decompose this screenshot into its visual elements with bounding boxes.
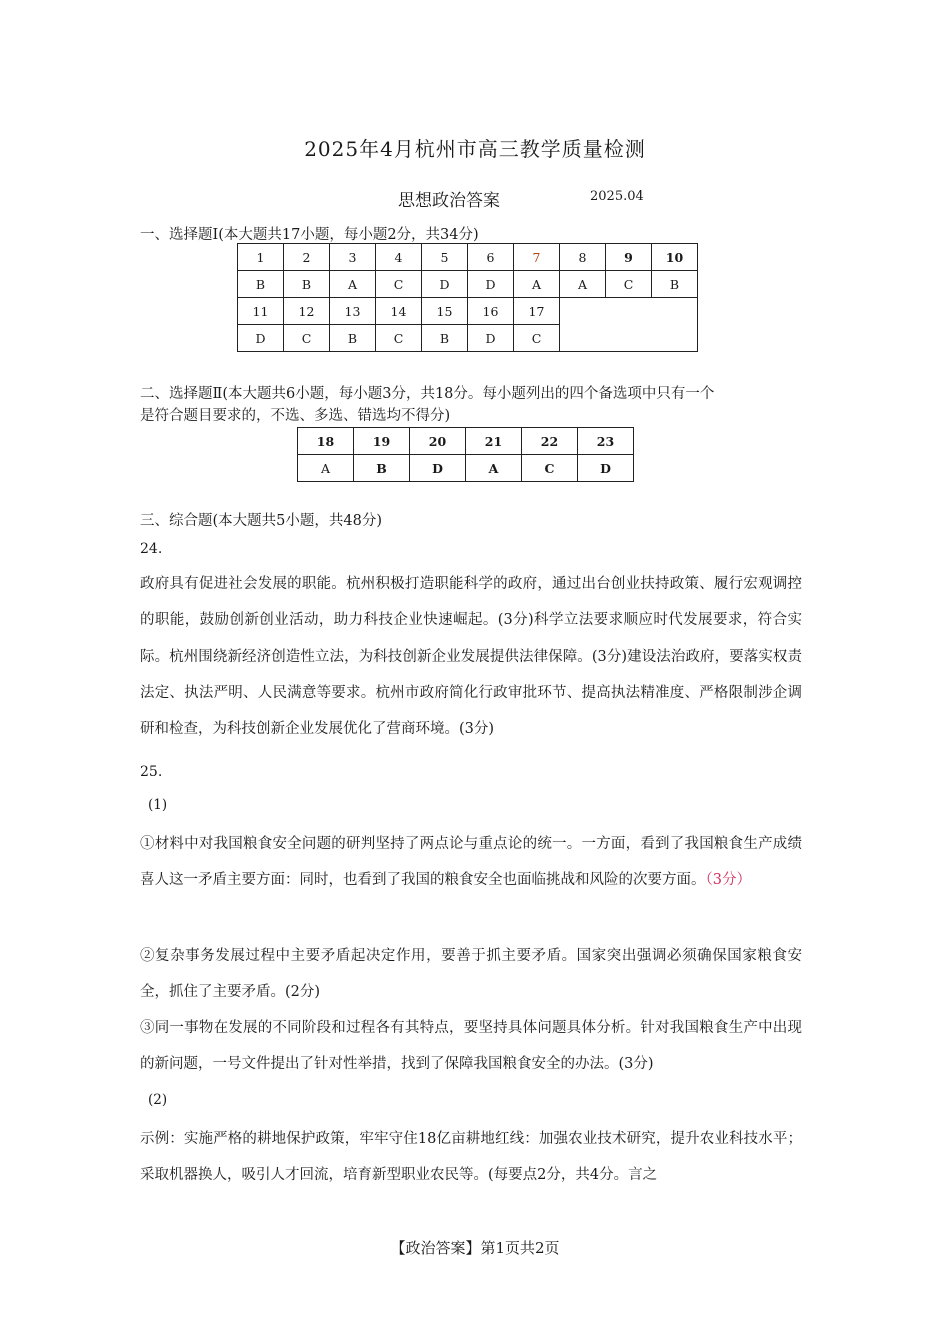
answer-cell: C [376, 271, 422, 298]
question-25-number: 25. [140, 764, 163, 780]
question-25-point1 [140, 826, 802, 899]
table-row [238, 271, 698, 298]
question-number: 10 [652, 244, 698, 271]
table-row [298, 428, 634, 455]
question-number: 14 [376, 298, 422, 325]
question-number: 19 [354, 428, 410, 455]
section2-heading-line2: 是符合题目要求的，不选、多选、错选均不得分) [140, 408, 451, 424]
answer-cell: B [238, 271, 284, 298]
answer-cell: C [284, 325, 330, 352]
question-number: 16 [468, 298, 514, 325]
question-number: 17 [514, 298, 560, 325]
question-number: 23 [578, 428, 634, 455]
exam-date: 2025.04 [590, 189, 644, 204]
question-number: 9 [606, 244, 652, 271]
answer-cell: A [466, 455, 522, 482]
question-number: 7 [514, 244, 560, 271]
question-24-answer: 政府具有促进社会发展的职能。杭州积极打造职能科学的政府，通过出台创业扶持政策、履行宏观调控的职能，鼓励创新创业活动，助力科技企业快速崛起。(3分)科学立法要求顺应时代发展要求，符合实际。杭州围绕新经济创造性立法，为科技创新企业发展提供法律保障。(3分)建设法治政府，要落实权责法定、执法严明、人民满意等要求。杭州市政府简化行政审批环节、提高执法精准度、严格限制涉企调研和检查，为科技创新企业发展优化了营商环境。(3分) [140, 576, 802, 738]
question-number: 18 [298, 428, 354, 455]
answer-cell: B [652, 271, 698, 298]
answer-cell: B [284, 271, 330, 298]
question-25-part1-label: (1) [148, 797, 168, 813]
question-25-part2-label: (2) [148, 1092, 168, 1108]
page-footer: 【政治答案】第1页共2页 [390, 1239, 560, 1257]
empty-cell [560, 298, 698, 352]
point1-score: （3分） [705, 872, 751, 889]
answer-cell: A [514, 271, 560, 298]
answer-cell: D [468, 271, 514, 298]
answer-cell: D [410, 455, 466, 482]
section3-heading: 三、综合题(本大题共5小题，共48分) [140, 513, 382, 529]
question-number: 6 [468, 244, 514, 271]
answer-cell: C [376, 325, 422, 352]
section1-heading: 一、选择题I(本大题共17小题，每小题2分，共34分) [140, 227, 479, 243]
table-row [238, 244, 698, 271]
answer-cell: C [514, 325, 560, 352]
answer-cell: A [298, 455, 354, 482]
question-25-part2-answer: 示例：实施严格的耕地保护政策，牢牢守住18亿亩耕地红线：加强农业技术研究，提升农业科技水平；采取机器换人，吸引人才回流，培育新型职业农民等。(每要点2分，共4分。言之 [140, 1131, 802, 1184]
answer-cell: B [330, 325, 376, 352]
answer-cell: D [422, 271, 468, 298]
answer-cell: C [606, 271, 652, 298]
question-25-point3: ③同一事物在发展的不同阶段和过程各有其特点，要坚持具体问题具体分析。针对我国粮食生产中出现的新问题，一号文件提出了针对性举措，找到了保障我国粮食安全的办法。(3分) [140, 1020, 802, 1073]
subject-title: 思想政治答案 [398, 191, 500, 211]
point1-text: ①材料中对我国粮食安全问题的研判坚持了两点论与重点论的统一。一方面，看到了我国粮食生产成绩喜人这一矛盾主要方面：同时，也看到了我国的粮食安全也面临挑战和风险的次要方面。 [140, 836, 802, 889]
answer-cell: C [522, 455, 578, 482]
answer-cell: D [468, 325, 514, 352]
question-number: 20 [410, 428, 466, 455]
answer-cell: B [422, 325, 468, 352]
question-24-number: 24. [140, 541, 163, 557]
answer-cell: A [560, 271, 606, 298]
question-number: 21 [466, 428, 522, 455]
question-number: 15 [422, 298, 468, 325]
question-number: 2 [284, 244, 330, 271]
section2-heading-line1: 二、选择题Ⅱ(本大题共6小题，每小题3分，共18分。每小题列出的四个备选项中只有一个 [140, 386, 715, 402]
table-row [298, 455, 634, 482]
page-title: 2025年4月杭州市高三教学质量检测 [304, 137, 646, 161]
question-number: 22 [522, 428, 578, 455]
section1-answer-table [237, 243, 698, 352]
question-number: 12 [284, 298, 330, 325]
question-number: 5 [422, 244, 468, 271]
question-number: 8 [560, 244, 606, 271]
answer-cell: D [238, 325, 284, 352]
answer-cell: B [354, 455, 410, 482]
question-number: 13 [330, 298, 376, 325]
question-number: 4 [376, 244, 422, 271]
question-number: 3 [330, 244, 376, 271]
section2-answer-table [297, 427, 634, 482]
question-number: 1 [238, 244, 284, 271]
answer-cell: A [330, 271, 376, 298]
question-25-point2: ②复杂事务发展过程中主要矛盾起决定作用，要善于抓主要矛盾。国家突出强调必须确保国家粮食安全，抓住了主要矛盾。(2分) [140, 948, 802, 1001]
answer-cell: D [578, 455, 634, 482]
question-number: 11 [238, 298, 284, 325]
table-row [238, 298, 698, 325]
